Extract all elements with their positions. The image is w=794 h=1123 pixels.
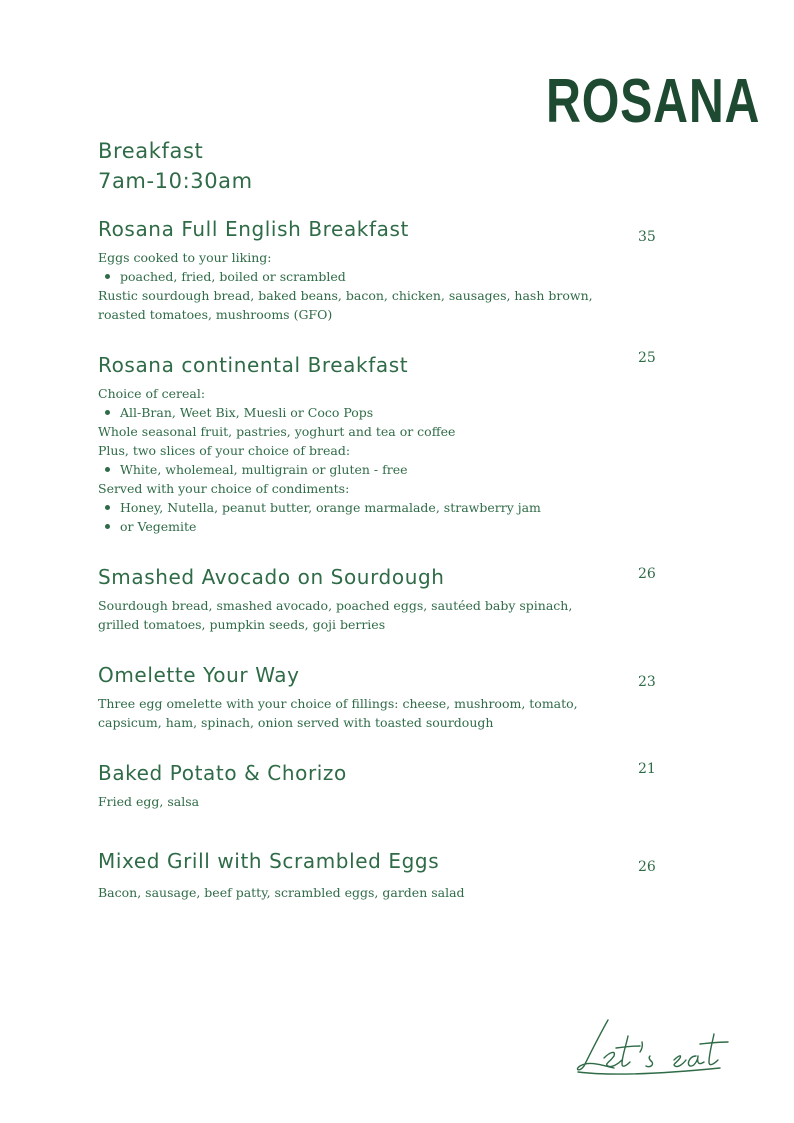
item-name: Rosana Full English Breakfast [98, 217, 409, 241]
item-bullet: Honey, Nutella, peanut butter, orange marmalade, strawberry jam [98, 498, 658, 517]
item-description [98, 384, 658, 536]
menu-title: Breakfast [98, 139, 204, 163]
item-description [98, 248, 658, 324]
item-bullet: or Vegemite [98, 517, 658, 536]
item-price: 35 [638, 229, 656, 245]
lets-eat-signature [570, 1012, 730, 1082]
menu-item [98, 216, 658, 324]
item-price: 26 [638, 566, 656, 582]
item-bullet: White, wholemeal, multigrain or gluten - free [98, 460, 658, 479]
menu-item [98, 352, 658, 536]
item-line: Choice of cereal: [98, 386, 206, 401]
item-line: Fried egg, salsa [98, 794, 200, 809]
item-name: Rosana continental Breakfast [98, 353, 409, 377]
item-line: Eggs cooked to your liking: [98, 250, 272, 265]
item-price: 25 [638, 350, 656, 366]
item-price: 23 [638, 674, 656, 690]
item-line: grilled tomatoes, pumpkin seeds, goji berries [98, 617, 386, 632]
item-name: Omelette Your Way [98, 663, 300, 687]
item-description [98, 792, 658, 811]
item-price: 26 [638, 859, 656, 875]
item-name: Mixed Grill with Scrambled Eggs [98, 849, 440, 873]
menu-item [98, 662, 658, 732]
menu-item [98, 848, 658, 902]
brand-logo: ROSANA [546, 67, 761, 136]
item-line: Served with your choice of condiments: [98, 481, 350, 496]
item-line: Three egg omelette with your choice of fillings: cheese, mushroom, tomato, [98, 696, 578, 711]
item-name: Smashed Avocado on Sourdough [98, 565, 445, 589]
item-bullet: All-Bran, Weet Bix, Muesli or Coco Pops [98, 403, 658, 422]
item-price: 21 [638, 761, 656, 777]
item-line: Sourdough bread, smashed avocado, poached eggs, sautéed baby spinach, [98, 598, 573, 613]
menu-hours: 7am-10:30am [98, 169, 253, 193]
item-description [98, 883, 658, 902]
item-description [98, 596, 658, 634]
item-line: Whole seasonal fruit, pastries, yoghurt and tea or coffee [98, 424, 456, 439]
menu-item [98, 760, 658, 811]
menu-item [98, 564, 658, 634]
item-line: Bacon, sausage, beef patty, scrambled eggs, garden salad [98, 885, 465, 900]
item-line: Plus, two slices of your choice of bread: [98, 443, 351, 458]
item-description [98, 694, 658, 732]
item-bullet: poached, fried, boiled or scrambled [98, 267, 658, 286]
item-name: Baked Potato & Chorizo [98, 761, 347, 785]
item-line: Rustic sourdough bread, baked beans, bacon, chicken, sausages, hash brown, [98, 288, 593, 303]
item-line: roasted tomatoes, mushrooms (GFO) [98, 307, 333, 322]
item-line: capsicum, ham, spinach, onion served with toasted sourdough [98, 715, 494, 730]
